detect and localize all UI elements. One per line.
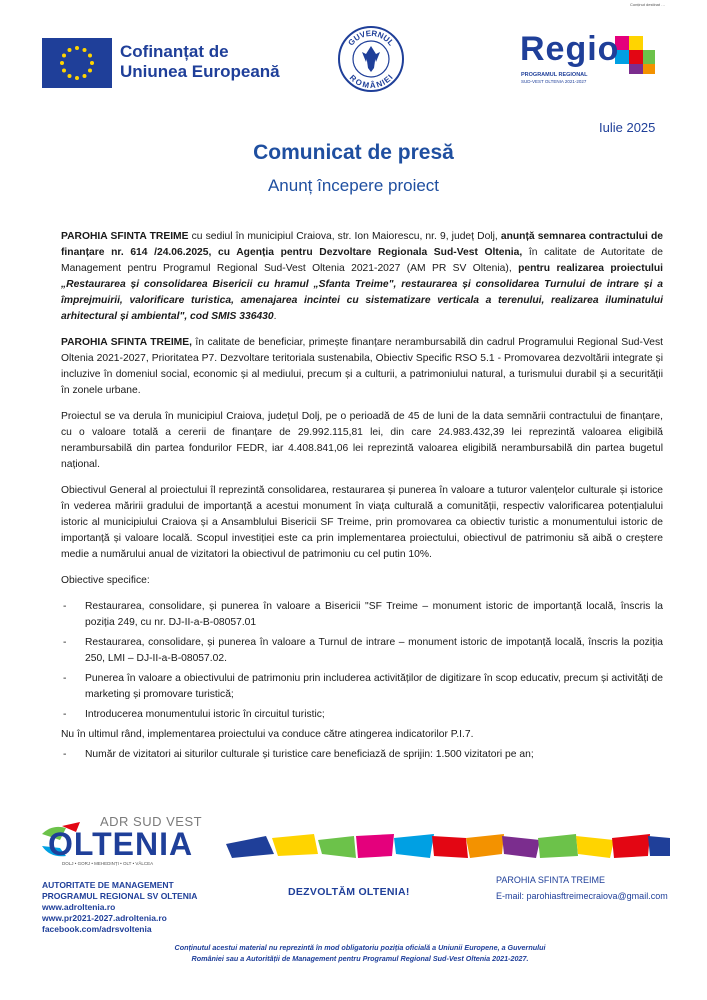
managing-authority-block [42, 880, 197, 935]
decorative-color-stripe [226, 830, 670, 864]
program-website-link[interactable]: www.pr2021-2027.adroltenia.ro [42, 913, 167, 923]
beneficiary-name-2: PAROHIA SFINTA TREIME, [61, 337, 192, 348]
press-date: Iulie 2025 [599, 120, 656, 135]
objectives-heading: Obiective specifice: [61, 575, 150, 586]
p1-project-lead: pentru realizarea proiectului [518, 263, 663, 274]
paragraph-budget: Proiectul se va derula în municipiul Craiova, județul Dolj, pe o perioadă de 45 de luni de la data semnării contractului de finanțare, cu o valoare totală a cererii de finanțare de 29.992.115,81 lei, din care 24.983.432,39 lei reprezintă valoarea eligibilă nerambursabilă din partea fondurilor FEDR, iar 4.408.841,06 lei reprezintă valoarea eligibilă nerambursabilă din partea bugetul național. [61, 411, 663, 470]
page-title: Comunicat de presă [253, 141, 454, 164]
list-item: - Număr de vizitatori ai siturilor culturale și turistice care beneficiază de sprijin: 1.500 vizitatori pe an; [61, 747, 663, 763]
adr-cities-text: DOLJ • GORJ • MEHEDINȚI • OLT • VÂLCEA [62, 861, 154, 866]
footer-slogan: DEZVOLTĂM OLTENIA! [288, 886, 410, 898]
regio-subtitle-2: SUD-VEST OLTENIA 2021-2027 [521, 79, 587, 84]
eu-line-2: Uniunea Europeană [120, 62, 280, 81]
adr-top-text: ADR SUD VEST [100, 814, 203, 829]
p1-text-2: în calitate de Autoritate de Management pentru Programul Regional Sud-Vest Oltenia 2021-2027 (AM PR SV Oltenia), [61, 247, 663, 274]
contract-signing-text: anunță semnarea contractului de finanțare nr. 614 /24.06.2025, cu Agenția pentru Dezvoltare Regionala Sud-Vest Oltenia, [61, 231, 663, 258]
top-tiny-label: Conținut destinat … [630, 2, 666, 7]
paragraph-general-objective: Obiectivul General al proiectului îl reprezintă consolidarea, restaurarea și punerea în valoare a tuturor valențelor culturale și istorice în vederea măririi gradului de importanță a acestui monument în viața culturală a comunității, respectiv valorificarea potențialului istoric al municipiului Craiova și a Ansamblului Bisericii SF Treime, prin promovarea ca obiectiv turistic a monumentului istoric de importanță și valoare locală. Scopul investiției este ca prin implementarea proiectului, obiectivul de patrimoniu să aibă o creștere medie a numărului anual de vizitatori la obiectivul de patrimoniu cu cel putin 10%. [61, 485, 663, 560]
mgmt-line: AUTORITATE DE MANAGEMENT [42, 880, 174, 890]
list-item: - Introducerea monumentului istoric în circuitul turistic; [61, 707, 663, 723]
list-item: - Punerea în valoare a obiectivului de patrimoniu prin includerea activităților de digitizare în scop educativ, precum și activități de marketing și promovare turistică; [61, 671, 663, 703]
objectives-list [61, 599, 663, 723]
list-item: - Restaurarea, consolidare, și punerea în valoare a Turnul de intrare – monument istoric de impotanță locală, înscris la poziția 250, LMI – DJ-II-a-B-08057.02. [61, 635, 663, 667]
indicators-list [61, 747, 663, 763]
seal-bottom-text: ROMÂNIEI [347, 73, 395, 91]
press-release-body [61, 229, 663, 767]
indicators-intro: Nu în ultimul rând, implementarea proiectului va conduce către atingerea indicatorilor P.I.7. [61, 729, 474, 740]
paragraph-funding [61, 335, 663, 399]
p1-end: . [273, 311, 277, 322]
paragraph-announcement [61, 229, 663, 325]
project-title: „Restaurarea și consolidarea Bisericii cu hramul „Sfanta Treime", restaurarea și consolidarea Turnului de intrare și a împrejmuirii, valorificare turistica, amenajarea incintei cu sistematizare verticala a terenului, realizarea iluminatului arhitectural și ambiental", cod SMIS 336430 [61, 279, 663, 322]
disclaimer [110, 942, 610, 964]
website-link[interactable]: www.adroltenia.ro [42, 902, 116, 912]
page-subtitle: Anunț începere proiect [267, 176, 440, 195]
p2-text: în calitate de beneficiar, primește finanțare nerambursabilă din cadrul Programului Regional Sud-Vest Oltenia 2021-2027, Prioritatea P7. Dezvoltare teritoriala sustenabila, Obiectiv Specific RSO 5.1 - Promovarea dezvoltării integrate și incluzive în domeniul social, economic și al mediului, precum și a culturii, a patrimoniului natural, a turismului durabil și a securității în zonele urbane. [61, 337, 663, 396]
eu-line-1: Cofinanțat de [120, 42, 229, 61]
facebook-link[interactable]: facebook.com/adrsvoltenia [42, 924, 152, 934]
beneficiary-contact [496, 872, 668, 904]
regio-subtitle-1: PROGRAMUL REGIONAL [521, 72, 588, 78]
beneficiary-name-footer: PAROHIA SFINTA TREIME [496, 875, 606, 885]
eu-flag-logo [42, 38, 112, 88]
eu-cofinancing-text [120, 42, 280, 82]
disclaimer-line-2: României sau a Autorității de Management pentru Programul Regional Sud-Vest Oltenia 2021-2027. [191, 954, 529, 963]
beneficiary-email-link[interactable]: E-mail: parohiasftreimecraiova@gmail.com [496, 891, 668, 901]
mgmt-line: PROGRAMUL REGIONAL SV OLTENIA [42, 891, 198, 901]
adr-main-text: OLTENIA [48, 826, 194, 862]
beneficiary-name: PAROHIA SFINTA TREIME [61, 231, 189, 242]
government-seal-logo [336, 24, 406, 94]
disclaimer-line-1: Conținutul acestui material nu reprezintă în mod obligatoriu poziția oficială a Uniunii Europene, a Guvernului [174, 943, 546, 952]
regio-wordmark: Regio [520, 30, 620, 68]
seal-top-text: GUVERNUL [346, 28, 396, 48]
list-item: - Restaurarea, consolidare, și punerea în valoare a Bisericii "SF Treime – monument istoric de importanță locală, înscris la poziția 249, cu nr. DJ-II-a-B-08057.01 [61, 599, 663, 631]
p1-text-1: cu sediul în municipiul Craiova, str. Ion Maiorescu, nr. 9, județ Dolj, [188, 231, 501, 242]
